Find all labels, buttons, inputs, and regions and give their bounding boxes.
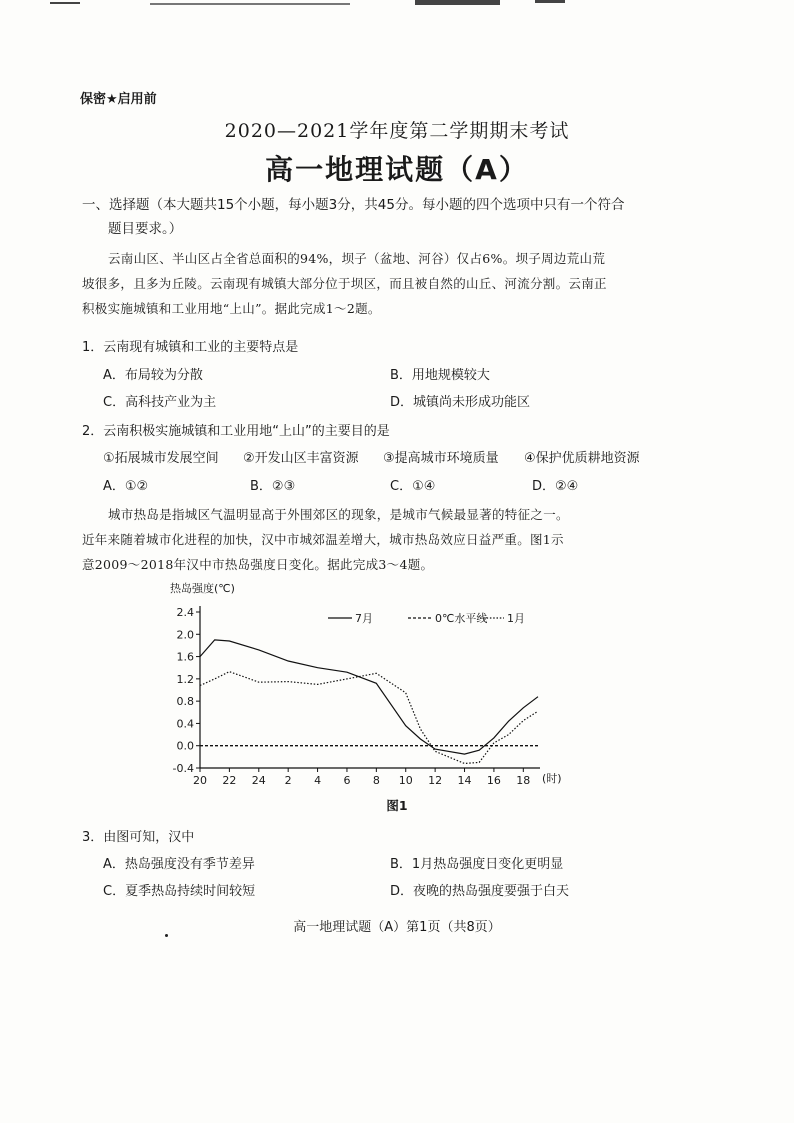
exam-subtitle: 2020—2021学年度第二学期期末考试	[224, 120, 570, 142]
q2-statement-4: ④保护优质耕地资源	[524, 451, 640, 466]
y-tick-label: -0.4	[172, 762, 194, 775]
y-tick-label: 1.2	[176, 672, 194, 686]
chart-y-label: 热岛强度(℃)	[170, 582, 235, 595]
section-heading	[82, 193, 682, 241]
q2-statement-3: ③提高城市环境质量	[383, 451, 499, 466]
x-tick-label: 20	[193, 774, 207, 787]
exam-title: 高一地理试题（A）	[265, 153, 529, 186]
y-tick-label: 2.0	[176, 628, 194, 642]
passage-line: 城市热岛是指城区气温明显高于外围郊区的现象，是城市气候最显著的特征之一。	[108, 507, 569, 522]
q3-option-c[interactable]: C．夏季热岛持续时间较短	[103, 884, 256, 899]
x-tick-label: 16	[486, 774, 501, 787]
legend-label: 7月	[355, 612, 373, 625]
q2-statement-2: ②开发山区丰富资源	[243, 451, 359, 466]
chart-axes	[200, 606, 540, 768]
q1-option-b[interactable]: B．用地规模较大	[390, 368, 490, 383]
question-3-stem: 3．由图可知，汉中	[82, 830, 195, 845]
legend-label: 1月	[507, 612, 525, 625]
x-tick-label: 8	[372, 774, 380, 787]
chart-series	[200, 640, 538, 764]
q3-option-a[interactable]: A．热岛强度没有季节差异	[103, 857, 255, 872]
y-tick-label: 2.4	[176, 606, 194, 619]
passage-line: 积极实施城镇和工业用地“上山”。据此完成1～2题。	[82, 301, 381, 316]
x-tick-label: 6	[343, 774, 351, 787]
y-tick-label: 0.0	[176, 739, 194, 753]
section-heading-text: 一、选择题（本大题共15个小题，每小题3分，共45分。每小题的四个选项中只有一个符合	[82, 197, 625, 213]
heat-island-chart	[150, 578, 570, 790]
question-1-stem: 1．云南现有城镇和工业的主要特点是	[82, 340, 299, 355]
y-tick-label: 1.6	[176, 650, 194, 664]
q3-option-b[interactable]: B．1月热岛强度日变化更明显	[390, 857, 564, 872]
series-line-7月	[200, 640, 538, 754]
q2-option-d[interactable]: D．②④	[532, 479, 579, 494]
passage-line: 坡很多，且多为丘陵。云南现有城镇大部分位于坝区，而且被自然的山丘、河流分割。云南正	[82, 276, 607, 291]
y-tick-label: 0.4	[176, 717, 194, 731]
chart-ticks	[173, 606, 531, 787]
x-tick-label: 24	[251, 774, 266, 787]
q1-option-d[interactable]: D．城镇尚未形成功能区	[390, 395, 531, 410]
q1-option-c[interactable]: C．高科技产业为主	[103, 395, 217, 410]
passage-yunnan	[82, 246, 662, 321]
legend-label: 0℃水平线	[435, 612, 488, 625]
section-heading-continuation: 题目要求。）	[108, 221, 183, 237]
q2-option-c[interactable]: C．①④	[390, 479, 436, 494]
x-tick-label: 12	[428, 774, 443, 787]
x-tick-label: 14	[457, 774, 472, 787]
q2-statement-1: ①拓展城市发展空间	[103, 451, 219, 466]
q1-option-a[interactable]: A．布局较为分散	[103, 368, 203, 383]
x-tick-label: 22	[222, 774, 237, 787]
series-line-1月	[200, 672, 538, 764]
passage-line: 近年来随着城市化进程的加快，汉中市城郊温差增大，城市热岛效应日益严重。图1示	[82, 532, 564, 547]
confidential-notice: 保密★启用前	[80, 92, 157, 107]
figure-caption: 图1	[386, 798, 408, 813]
passage-line: 意2009～2018年汉中市热岛强度日变化。据此完成3～4题。	[82, 557, 434, 572]
q3-option-d[interactable]: D．夜晚的热岛强度要强于白天	[390, 884, 570, 899]
x-tick-label: 2	[284, 774, 292, 787]
scan-edge-marks	[0, 0, 794, 8]
question-2-stem: 2．云南积极实施城镇和工业用地“上山”的主要目的是	[82, 424, 390, 439]
scan-speck	[165, 934, 168, 937]
x-tick-label: 18	[516, 774, 531, 787]
x-tick-label: 4	[314, 774, 322, 787]
passage-heat-island	[82, 502, 662, 577]
passage-line: 云南山区、半山区占全省总面积的94%，坝子（盆地、河谷）仅占6%。坝子周边荒山荒	[108, 251, 606, 266]
page-footer: 高一地理试题（A）第1页（共8页）	[293, 920, 501, 935]
q2-option-b[interactable]: B．②③	[250, 479, 296, 494]
chart-legend	[328, 611, 525, 625]
chart-x-label: (时)	[542, 772, 562, 785]
q2-option-a[interactable]: A．①②	[103, 479, 149, 494]
y-tick-label: 0.8	[176, 695, 194, 709]
x-tick-label: 10	[398, 774, 413, 787]
